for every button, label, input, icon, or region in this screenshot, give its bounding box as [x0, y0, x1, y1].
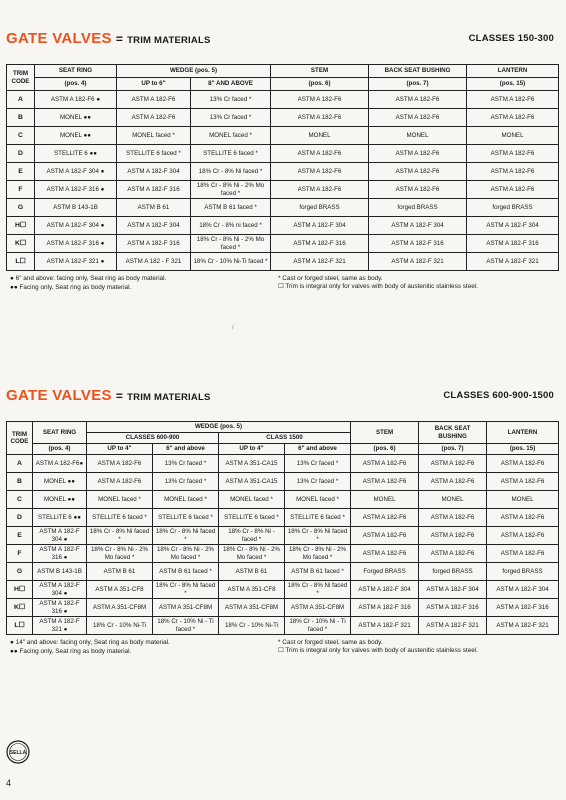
equals-sign: =: [115, 32, 124, 46]
cell-wedge-8: 13% Cr faced *: [191, 109, 271, 127]
cell-stem: ASTM A 182-F 304: [271, 217, 369, 235]
cell-wedge-6-600: MONEL faced *: [153, 491, 219, 509]
cell-wedge-8: 18% Cr - 8% Ni faced *: [191, 163, 271, 181]
cell-lantern: ASTM A 182-F6: [487, 473, 559, 491]
cell-trim-code: K☐: [7, 235, 35, 253]
cell-wedge-up4-600: 18% Cr - 8% Ni - 2% Mo faced *: [87, 545, 153, 563]
cell-seat-ring: ASTM A 182-F 304 ●: [33, 581, 87, 599]
note-line: ●● Facing only, Seat ring as body material.: [10, 647, 132, 655]
cell-stem: ASTM A 182-F6: [351, 473, 419, 491]
table-row: [7, 217, 559, 235]
table-row: [7, 599, 559, 617]
cell-seat-ring: ASTM A 182-F 321 ●: [33, 617, 87, 635]
table-row: [7, 563, 559, 581]
cell-wedge-up4-600: 18% Cr - 10% Ni-Ti: [87, 617, 153, 635]
table-row: [7, 509, 559, 527]
cell-back-seat: ASTM A 182-F6: [369, 163, 467, 181]
cell-lantern: ASTM A 182-F6: [467, 145, 559, 163]
cell-lantern: ASTM A 182-F 316: [467, 235, 559, 253]
cell-lantern: ASTM A 182-F6: [487, 527, 559, 545]
cell-lantern: forged BRASS: [487, 563, 559, 581]
table-row: [7, 455, 559, 473]
cell-wedge-6-1500: STELLITE 6 faced *: [285, 509, 351, 527]
trim-table-2: [6, 421, 559, 635]
note-line: ● 6" and above: facing only, Seat ring as body material.: [10, 275, 167, 282]
cell-stem: ASTM A 182-F6: [351, 509, 419, 527]
cell-wedge-up4-600: 18% Cr - 8% Ni faced *: [87, 527, 153, 545]
cell-back-seat: ASTM A 182-F 321: [369, 253, 467, 271]
cell-wedge-up4-600: ASTM A 182-F6: [87, 455, 153, 473]
header-wedge-up6: UP to 6": [117, 78, 191, 91]
cell-back-seat: MONEL: [419, 491, 487, 509]
trim-table-1: [6, 64, 559, 271]
section-title: [6, 387, 211, 404]
cell-seat-ring: ASTM A 182-F6●: [33, 455, 87, 473]
table-row: [7, 581, 559, 599]
table-row: [7, 181, 559, 199]
cell-lantern: MONEL: [467, 127, 559, 145]
cell-trim-code: B: [7, 473, 33, 491]
cell-back-seat: ASTM A 182-F 304: [419, 581, 487, 599]
cell-seat-ring: ASTM A 182-F 321 ●: [35, 253, 117, 271]
header-lantern-pos: (pos. 15): [487, 444, 559, 455]
table-row: [7, 491, 559, 509]
notes-2: [6, 639, 558, 669]
cell-back-seat: MONEL: [369, 127, 467, 145]
cell-wedge-up4-600: ASTM B 61: [87, 563, 153, 581]
cell-wedge-up4-600: ASTM A 182-F6: [87, 473, 153, 491]
cell-wedge-8: 18% Cr - 10% Ni-Ti faced *: [191, 253, 271, 271]
cell-lantern: MONEL: [487, 491, 559, 509]
cell-wedge-6-600: 13% Cr faced *: [153, 455, 219, 473]
header-seat-pos: (pos. 4): [35, 78, 117, 91]
note-line: ☐ Trim is integral only for valves with body of austenitic stainless steel.: [278, 647, 479, 655]
cell-seat-ring: STELLITE 6 ●●: [35, 145, 117, 163]
cell-back-seat: ASTM A 182-F6: [369, 109, 467, 127]
cell-wedge-up4-1500: ASTM A 351-CF8: [219, 581, 285, 599]
cell-seat-ring: ASTM A 182-F 316 ●: [35, 181, 117, 199]
page-number: 4: [6, 778, 12, 788]
header-seat-ring: SEAT RING: [35, 65, 117, 78]
cell-wedge-6-1500: 18% Cr - 10% Ni - Ti faced *: [285, 617, 351, 635]
cell-wedge-up4-1500: 18% Cr - 8% Ni - faced *: [219, 527, 285, 545]
header-trim-code: TRIM CODE: [7, 65, 35, 91]
cell-lantern: ASTM A 182-F6: [467, 109, 559, 127]
cell-wedge-6-1500: 13% Cr faced *: [285, 473, 351, 491]
cell-wedge-up6: ASTM A 182-F 304: [117, 217, 191, 235]
cell-wedge-6-600: STELLITE 6 faced *: [153, 509, 219, 527]
table-row: [7, 545, 559, 563]
cell-trim-code: C: [7, 127, 35, 145]
section-classes-600-900-1500: [6, 387, 558, 669]
cell-wedge-8: 18% Cr - 8% Ni - 2% Mo faced *: [191, 181, 271, 199]
cell-trim-code: K☐: [7, 599, 33, 617]
logo-text: SELLA: [9, 750, 27, 756]
header-seat-pos: (pos. 4): [33, 444, 87, 455]
header-up4-b: UP to 4": [219, 444, 285, 455]
note-line: * Cast or forged steel, same as body.: [278, 275, 383, 282]
cell-back-seat: ASTM A 182-F 316: [369, 235, 467, 253]
cell-back-seat: ASTM A 182-F 304: [369, 217, 467, 235]
cell-wedge-8: 18% Cr - 8% ni faced *: [191, 217, 271, 235]
cell-trim-code: E: [7, 527, 33, 545]
note-line: * Cast or forged steel, same as body.: [278, 639, 383, 646]
cell-back-seat: ASTM A 182-F6: [369, 181, 467, 199]
header-lantern: LANTERN: [467, 65, 559, 78]
cell-wedge-6-600: 18% Cr - 8% Ni faced *: [153, 527, 219, 545]
cell-seat-ring: ASTM A 182-F 304 ●: [35, 163, 117, 181]
cell-back-seat: forged BRASS: [419, 563, 487, 581]
cell-stem: ASTM A 182-F6: [271, 91, 369, 109]
header-wedge-8: 8" AND ABOVE: [191, 78, 271, 91]
cell-stem: Forged BRASS: [351, 563, 419, 581]
cell-back-seat: ASTM A 182-F 316: [419, 599, 487, 617]
cell-wedge-up6: ASTM A 182-F 304: [117, 163, 191, 181]
cell-wedge-6-1500: 13% Cr faced *: [285, 455, 351, 473]
header-6above-a: 6" and above: [153, 444, 219, 455]
cell-trim-code: A: [7, 91, 35, 109]
cell-lantern: ASTM A 182-F 316: [487, 599, 559, 617]
cell-wedge-6-1500: 18% Cr - 8% Ni faced *: [285, 527, 351, 545]
cell-seat-ring: ASTM A 182-F 316 ●: [33, 599, 87, 617]
cell-wedge-6-600: ASTM A 351-CF8M: [153, 599, 219, 617]
title-text: GATE VALVES: [6, 30, 112, 47]
cell-stem: ASTM A 182-F6: [351, 455, 419, 473]
cell-back-seat: forged BRASS: [369, 199, 467, 217]
cell-wedge-6-1500: ASTM A 351-CF8M: [285, 599, 351, 617]
cell-back-seat: ASTM A 182-F6: [419, 509, 487, 527]
cell-wedge-up4-1500: ASTM A 351-CF8M: [219, 599, 285, 617]
cell-wedge-up6: ASTM A 182-F 316: [117, 235, 191, 253]
cell-trim-code: G: [7, 563, 33, 581]
cell-stem: ASTM A 182-F6: [271, 109, 369, 127]
cell-stem: ASTM A 182-F 316: [271, 235, 369, 253]
cell-wedge-8: ASTM B 61 faced *: [191, 199, 271, 217]
cell-seat-ring: MONEL ●●: [33, 491, 87, 509]
cell-seat-ring: MONEL ●●: [35, 109, 117, 127]
notes-right: [278, 275, 538, 292]
cell-lantern: ASTM A 182-F 321: [467, 253, 559, 271]
classes-label: CLASSES 600-900-1500: [443, 390, 554, 401]
scan-mark: /: [232, 325, 234, 331]
notes-left: [10, 275, 166, 292]
cell-wedge-6-1500: 18% Cr - 8% Ni faced *: [285, 581, 351, 599]
cell-seat-ring: ASTM A 182-F 304 ●: [35, 217, 117, 235]
cell-stem: MONEL: [351, 491, 419, 509]
cell-trim-code: D: [7, 509, 33, 527]
cell-lantern: ASTM A 182-F6: [487, 509, 559, 527]
cell-wedge-up6: ASTM A 182-F6: [117, 109, 191, 127]
subtitle-text: TRIM MATERIALS: [127, 35, 211, 46]
cell-trim-code: C: [7, 491, 33, 509]
note-line: ●● Facing only, Seat ring as body material.: [10, 283, 132, 291]
cell-seat-ring: ASTM A 182-F 316 ●: [33, 545, 87, 563]
cell-wedge-up6: MONEL faced *: [117, 127, 191, 145]
cell-back-seat: ASTM A 182-F6: [419, 527, 487, 545]
header-stem-pos: (pos. 6): [271, 78, 369, 91]
header-wedge: WEDGE (pos. 5): [117, 65, 271, 78]
cell-wedge-6-600: 18% Cr - 8% Ni faced *: [153, 581, 219, 599]
header-wedge: WEDGE (pos. 5): [87, 422, 351, 433]
notes-right: [278, 639, 538, 656]
cell-seat-ring: ASTM A 182-F 316 ●: [35, 235, 117, 253]
section-title: [6, 30, 211, 47]
cell-wedge-up6: ASTM A 182-F6: [117, 91, 191, 109]
classes-label: CLASSES 150-300: [468, 33, 554, 44]
cell-lantern: ASTM A 182-F 304: [487, 581, 559, 599]
header-back-seat: BACK SEAT BUSHING: [419, 422, 487, 444]
header-lantern: LANTERN: [487, 422, 559, 444]
table-row: [7, 199, 559, 217]
cell-seat-ring: MONEL ●●: [33, 473, 87, 491]
cell-trim-code: D: [7, 145, 35, 163]
cell-trim-code: B: [7, 109, 35, 127]
cell-trim-code: E: [7, 163, 35, 181]
notes-1: [6, 275, 558, 305]
header-seat-ring: SEAT RING: [33, 422, 87, 444]
cell-seat-ring: ASTM B 143-1B: [35, 199, 117, 217]
header-class-600-900: CLASSES 600-900: [87, 433, 219, 444]
cell-wedge-up4-600: STELLITE 6 faced *: [87, 509, 153, 527]
cell-stem: MONEL: [271, 127, 369, 145]
cell-wedge-up6: ASTM A 182 - F 321: [117, 253, 191, 271]
cell-wedge-up4-1500: 18% Cr - 8% Ni - 2% Mo faced *: [219, 545, 285, 563]
cell-stem: ASTM A 182-F 321: [351, 617, 419, 635]
cell-wedge-up4-600: MONEL faced *: [87, 491, 153, 509]
cell-wedge-up4-600: ASTM A 351-CF8: [87, 581, 153, 599]
cell-wedge-8: MONEL faced *: [191, 127, 271, 145]
cell-wedge-6-600: ASTM B 61 faced *: [153, 563, 219, 581]
header-6above-b: 6" and above: [285, 444, 351, 455]
cell-seat-ring: ASTM A 182-F 304 ●: [33, 527, 87, 545]
cell-lantern: ASTM A 182-F 304: [467, 217, 559, 235]
cell-stem: ASTM A 182-F 321: [271, 253, 369, 271]
table-row: [7, 253, 559, 271]
cell-stem: ASTM A 182-F6: [271, 145, 369, 163]
table-row: [7, 109, 559, 127]
cell-stem: ASTM A 182-F 316: [351, 599, 419, 617]
equals-sign: =: [115, 389, 124, 403]
cell-trim-code: F: [7, 545, 33, 563]
cell-wedge-8: STELLITE 6 faced *: [191, 145, 271, 163]
header-stem: STEM: [271, 65, 369, 78]
cell-wedge-up4-1500: 18% Cr - 10% Ni-Ti: [219, 617, 285, 635]
cell-lantern: ASTM A 182-F6: [467, 181, 559, 199]
table-row: [7, 235, 559, 253]
cell-back-seat: ASTM A 182-F 321: [419, 617, 487, 635]
cell-wedge-up4-600: ASTM A 351-CF8M: [87, 599, 153, 617]
cell-lantern: ASTM A 182-F6: [467, 91, 559, 109]
cell-trim-code: L☐: [7, 617, 33, 635]
cell-wedge-up4-1500: ASTM B 61: [219, 563, 285, 581]
section-classes-150-300: [6, 30, 558, 305]
title-text: GATE VALVES: [6, 387, 112, 404]
header-back-seat: BACK SEAT BUSHING: [369, 65, 467, 78]
table-row: [7, 527, 559, 545]
cell-wedge-6-600: 18% Cr - 10% Ni - Ti faced *: [153, 617, 219, 635]
section-header: [6, 387, 558, 407]
cell-trim-code: F: [7, 181, 35, 199]
sella-logo: [6, 740, 30, 764]
cell-wedge-up6: STELLITE 6 faced *: [117, 145, 191, 163]
cell-lantern: ASTM A 182-F 321: [487, 617, 559, 635]
cell-stem: ASTM A 182-F6: [271, 181, 369, 199]
cell-seat-ring: STELLITE 6 ●●: [33, 509, 87, 527]
cell-wedge-6-1500: 18% Cr - 8% Ni - 2% Mo faced *: [285, 545, 351, 563]
subtitle-text: TRIM MATERIALS: [127, 392, 211, 403]
table-row: [7, 617, 559, 635]
header-back-pos: (pos. 7): [369, 78, 467, 91]
cell-wedge-up4-1500: ASTM A 351-CA15: [219, 473, 285, 491]
cell-stem: ASTM A 182-F6: [351, 545, 419, 563]
cell-lantern: forged BRASS: [467, 199, 559, 217]
cell-wedge-8: 13% Cr faced *: [191, 91, 271, 109]
cell-lantern: ASTM A 182-F6: [487, 455, 559, 473]
cell-trim-code: G: [7, 199, 35, 217]
table-row: [7, 163, 559, 181]
note-line: ☐ Trim is integral only for valves with body of austenitic stainless steel.: [278, 283, 479, 291]
cell-trim-code: L☐: [7, 253, 35, 271]
cell-back-seat: ASTM A 182-F6: [419, 473, 487, 491]
cell-seat-ring: ASTM B 143-1B: [33, 563, 87, 581]
cell-trim-code: H☐: [7, 217, 35, 235]
cell-seat-ring: MONEL ●●: [35, 127, 117, 145]
cell-stem: forged BRASS: [271, 199, 369, 217]
table-row: [7, 473, 559, 491]
cell-wedge-6-1500: MONEL faced *: [285, 491, 351, 509]
cell-back-seat: ASTM A 182-F6: [419, 455, 487, 473]
note-line: ● 14" and above: facing only, Seat ring as body material.: [10, 639, 170, 646]
cell-stem: ASTM A 182-F 304: [351, 581, 419, 599]
cell-back-seat: ASTM A 182-F6: [419, 545, 487, 563]
cell-wedge-up6: ASTM B 61: [117, 199, 191, 217]
cell-back-seat: ASTM A 182-F6: [369, 145, 467, 163]
table-row: [7, 145, 559, 163]
header-stem: STEM: [351, 422, 419, 444]
header-up4-a: UP to 4": [87, 444, 153, 455]
table-row: [7, 91, 559, 109]
header-stem-pos: (pos. 6): [351, 444, 419, 455]
cell-trim-code: H☐: [7, 581, 33, 599]
cell-wedge-8: 18% Cr - 8% Ni - 2% Mo faced *: [191, 235, 271, 253]
cell-wedge-6-600: 18% Cr - 8% Ni - 2% Mo faced *: [153, 545, 219, 563]
cell-stem: ASTM A 182-F6: [271, 163, 369, 181]
cell-lantern: ASTM A 182-F6: [487, 545, 559, 563]
cell-back-seat: ASTM A 182-F6: [369, 91, 467, 109]
cell-wedge-up4-1500: STELLITE 6 faced *: [219, 509, 285, 527]
header-class-1500: CLASS 1500: [219, 433, 351, 444]
table-row: [7, 127, 559, 145]
cell-lantern: ASTM A 182-F6: [467, 163, 559, 181]
header-lantern-pos: (pos. 15): [467, 78, 559, 91]
cell-wedge-up6: ASTM A 182-F 316: [117, 181, 191, 199]
cell-wedge-up4-1500: MONEL faced *: [219, 491, 285, 509]
header-trim-code: TRIM CODE: [7, 422, 33, 455]
cell-seat-ring: ASTM A 182-F6 ●: [35, 91, 117, 109]
cell-wedge-6-600: 13% Cr faced *: [153, 473, 219, 491]
cell-wedge-up4-1500: ASTM A 351-CA15: [219, 455, 285, 473]
section-header: [6, 30, 558, 50]
cell-stem: ASTM A 182-F6: [351, 527, 419, 545]
header-back-pos: (pos. 7): [419, 444, 487, 455]
cell-wedge-6-1500: ASTM B 61 faced *: [285, 563, 351, 581]
cell-trim-code: A: [7, 455, 33, 473]
notes-left: [10, 639, 170, 656]
